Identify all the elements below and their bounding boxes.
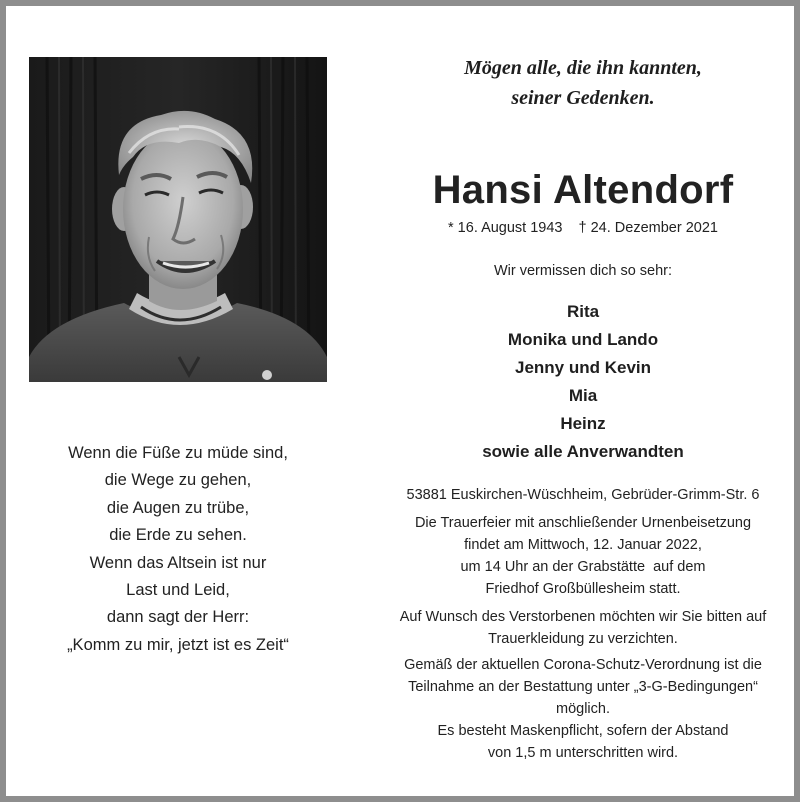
motto [374, 53, 792, 113]
wish-line: Auf Wunsch des Verstorbenen möchten wir Sie bitten auf [399, 609, 767, 625]
ceremony-line: Die Trauerfeier mit anschließender Urnenbeisetzung [414, 515, 752, 531]
mourner-name: Jenny und Kevin [514, 358, 652, 377]
portrait-photo [29, 57, 327, 382]
motto-line: seiner Gedenken. [511, 87, 655, 109]
poem-line: die Augen zu trübe, [106, 498, 250, 517]
mourner-name: Rita [566, 302, 600, 321]
poem [28, 440, 328, 659]
mourner-name: sowie alle Anverwandten [482, 442, 684, 461]
ceremony-info [374, 512, 792, 600]
mourners-list [374, 298, 792, 466]
clothing-wish [374, 606, 792, 650]
corona-line: möglich. [556, 701, 610, 717]
corona-line: von 1,5 m unterschritten wird. [487, 745, 679, 761]
motto-line: Mögen alle, die ihn kannten, [464, 57, 702, 79]
mourner-name: Monika und Lando [507, 330, 659, 349]
corona-line: Gemäß der aktuellen Corona-Schutz-Verordnung ist die [404, 657, 762, 673]
deceased-name: Hansi Altendorf [432, 168, 734, 212]
life-dates [374, 218, 792, 238]
poem-line: die Wege zu gehen, [104, 471, 252, 490]
ceremony-line: Friedhof Großbüllesheim statt. [485, 581, 681, 597]
poem-line: „Komm zu mir, jetzt ist es Zeit“ [67, 635, 289, 654]
missing-text: Wir vermissen dich so sehr: [493, 263, 673, 279]
death-date: † 24. Dezember 2021 [578, 220, 718, 236]
corona-line: Es besteht Maskenpflicht, sofern der Abstand [437, 723, 729, 739]
ceremony-line: findet am Mittwoch, 12. Januar 2022, [464, 537, 702, 553]
poem-line: Wenn die Füße zu müde sind, [68, 444, 288, 462]
birth-date: * 16. August 1943 [448, 220, 563, 236]
poem-line: die Erde zu sehen. [109, 526, 247, 545]
poem-line: dann sagt der Herr: [106, 608, 250, 627]
corona-line: Teilnahme an der Bestattung unter „3-G-Bedingungen“ [408, 679, 758, 695]
corona-notice [374, 654, 792, 764]
ceremony-line: um 14 Uhr an der Grabstätte auf dem [460, 559, 706, 575]
wish-line: Trauerkleidung zu verzichten. [488, 631, 678, 647]
mourner-name: Heinz [560, 414, 606, 433]
address-line: 53881 Euskirchen-Wüschheim, Gebrüder-Grimm-Str. 6 [406, 487, 760, 503]
family-address [374, 484, 792, 506]
mourner-name: Mia [568, 386, 598, 405]
poem-line: Wenn das Altsein ist nur [89, 553, 267, 572]
poem-line: Last und Leid, [126, 581, 230, 600]
